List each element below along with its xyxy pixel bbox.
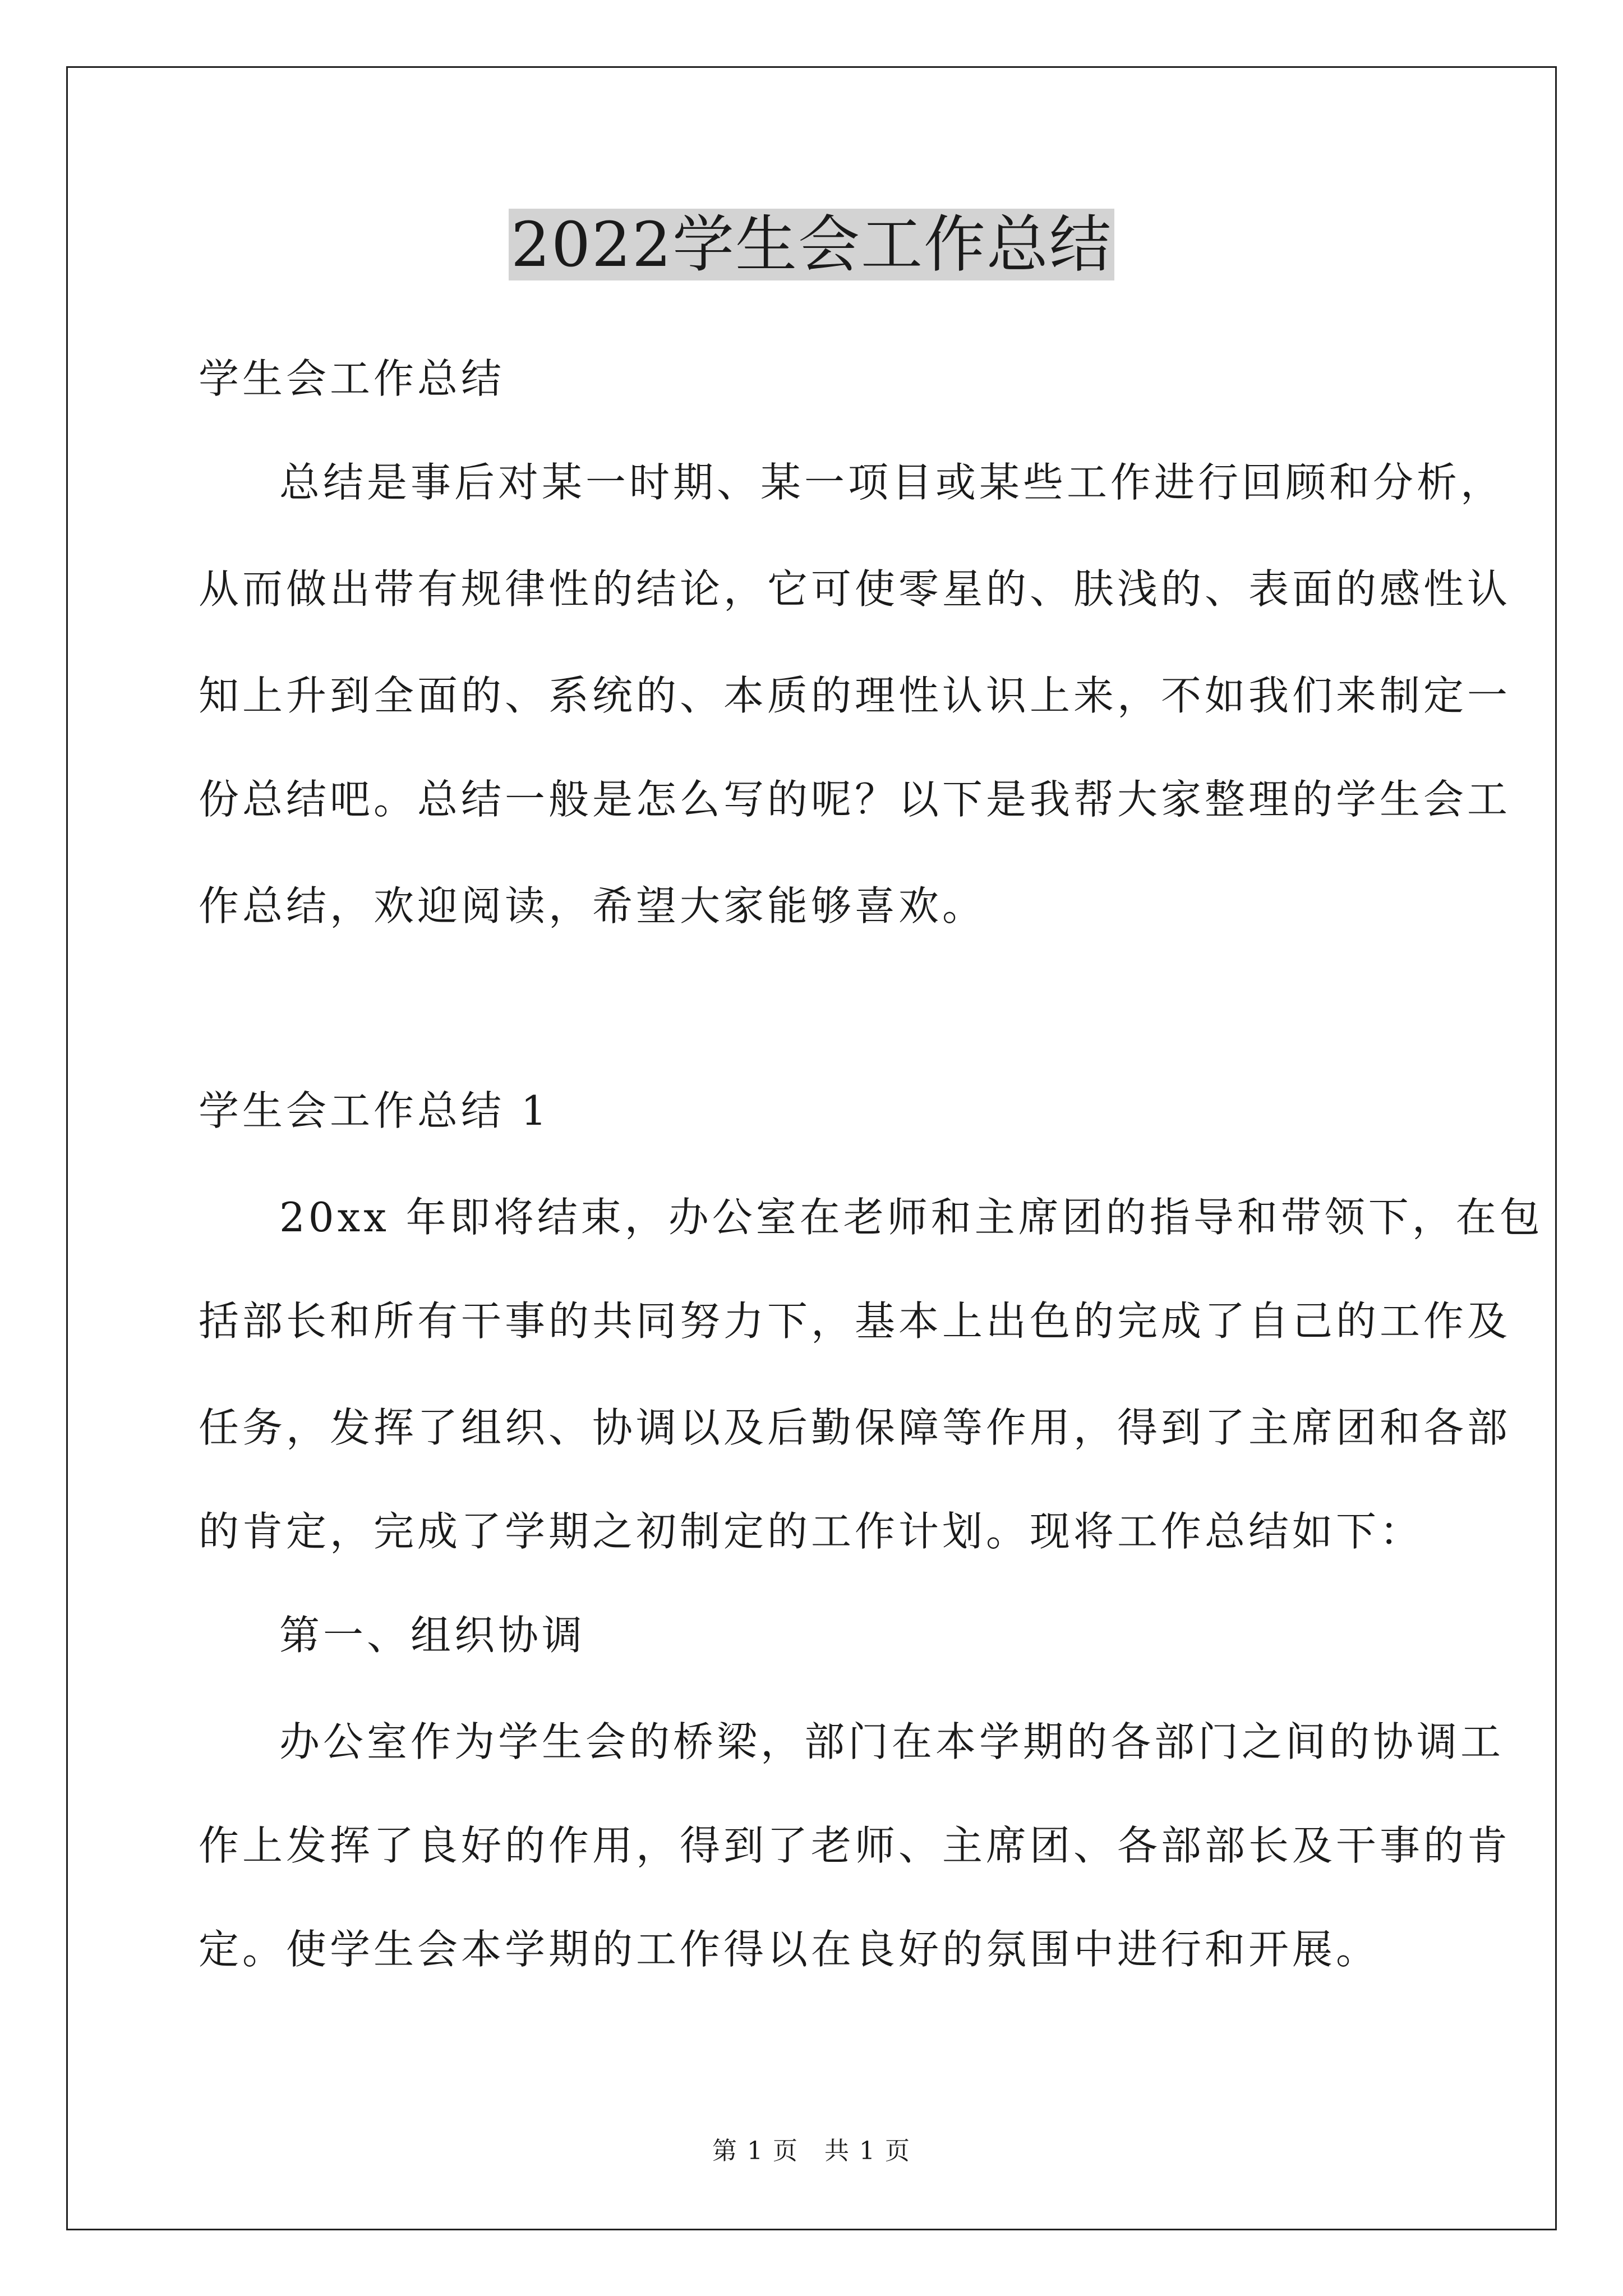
section-line: 括部长和所有干事的共同努力下，基本上出色的完成了自己的工作及: [199, 1297, 1511, 1345]
section-line: 20xx 年即将结束，办公室在老师和主席团的指导和带领下，在包: [279, 1194, 1543, 1241]
intro-line: 知上升到全面的、系统的、本质的理性认识上来，不如我们来制定一: [199, 672, 1511, 719]
section-heading: 学生会工作总结 1: [199, 1087, 550, 1134]
item-line: 作上发挥了良好的作用，得到了老师、主席团、各部部长及干事的肯: [199, 1822, 1511, 1869]
item-heading: 第一、组织协调: [279, 1612, 586, 1659]
intro-line: 总结是事后对某一时期、某一项目或某些工作进行回顾和分析，: [279, 459, 1505, 506]
document-title-text: 2022学生会工作总结: [509, 209, 1114, 280]
document-subtitle: 学生会工作总结: [199, 355, 505, 402]
page-total: 共 1 页: [824, 2137, 911, 2165]
section-line: 的肯定，完成了学期之初制定的工作计划。现将工作总结如下：: [199, 1508, 1424, 1555]
item-line: 定。使学生会本学期的工作得以在良好的氛围中进行和开展。: [199, 1926, 1380, 1973]
intro-line: 份总结吧。总结一般是怎么写的呢？以下是我帮大家整理的学生会工: [199, 776, 1511, 823]
page-footer: [0, 2134, 1623, 2168]
page-number: 第 1 页: [712, 2137, 799, 2165]
intro-line: 作总结，欢迎阅读，希望大家能够喜欢。: [199, 882, 986, 930]
intro-line: 从而做出带有规律性的结论，它可使零星的、肤浅的、表面的感性认: [199, 565, 1511, 613]
item-line: 办公室作为学生会的桥梁，部门在本学期的各部门之间的协调工: [279, 1718, 1505, 1765]
document-title: [0, 205, 1623, 284]
section-line: 任务，发挥了组织、协调以及后勤保障等作用，得到了主席团和各部: [199, 1404, 1511, 1451]
